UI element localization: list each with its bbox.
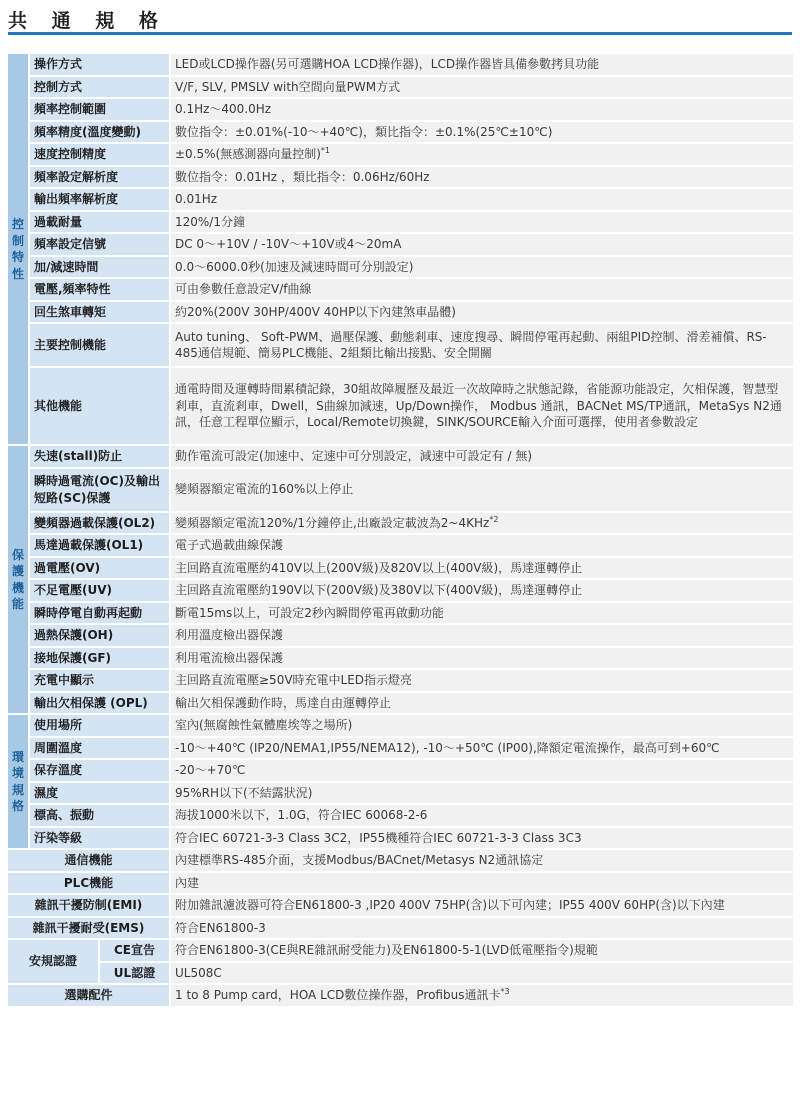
protection-spec-value [171, 693, 793, 714]
options-value [171, 985, 793, 1006]
control-spec-row [8, 257, 793, 278]
protection-spec-value [171, 446, 793, 467]
control-spec-row [8, 144, 793, 165]
protection-spec-label-text: 輸出欠相保護 (OPL) [34, 695, 148, 710]
control-spec-category [8, 54, 30, 444]
environment-spec-category-char: 規 [11, 782, 24, 797]
control-spec-value [171, 257, 793, 278]
control-spec-label [30, 144, 171, 165]
general-spec-label-text: PLC機能 [63, 875, 114, 890]
environment-spec-value-text: 海拔1000米以下，1.0G，符合IEC 60068-2-6 [175, 808, 428, 822]
control-spec-label-text: 速度控制精度 [34, 147, 107, 161]
control-spec-value-text: 約20%(200V 30HP/400V 40HP以下內建煞車晶體) [175, 304, 456, 319]
environment-spec-value [171, 715, 793, 736]
control-spec-label [30, 122, 171, 143]
control-spec-value-text: Auto tuning、 Soft-PWM、過壓保護、動態剎車、速度搜尋、瞬間停電再起動、兩組PID控制、滑差補償、RS-485通信規範、簡易PLC機能、2組類比輸出接點、安全開關 [175, 329, 767, 360]
control-spec-label-text: 頻率精度(溫度變動) [34, 124, 141, 139]
environment-spec-value-text: -10～+40℃ (IP20/NEMA1,IP55/NEMA12), -10～+50℃ (IP00),降額定電流操作，最高可到+60℃ [175, 740, 720, 755]
general-spec-value-text: 內建 [175, 875, 200, 890]
protection-spec-value [171, 625, 793, 646]
protection-spec-label-text: 過電壓(OV) [34, 560, 101, 575]
control-spec-label-text: 頻率控制範圍 [34, 102, 107, 116]
control-spec-label-text: 電壓,頻率特性 [34, 282, 111, 296]
safety-item-value [171, 940, 793, 961]
environment-spec-label-text: 濕度 [34, 785, 59, 800]
general-spec-row [8, 895, 793, 916]
control-spec-row [8, 99, 793, 120]
control-spec-row [8, 279, 793, 300]
options-row [8, 985, 793, 1006]
control-spec-row [8, 302, 793, 323]
environment-spec-value-text: 室內(無腐蝕性氣體塵埃等之場所) [175, 718, 353, 732]
control-spec-label-text: 控制方式 [34, 79, 83, 94]
control-spec-label [30, 368, 171, 444]
control-spec-label-text: 頻率設定解析度 [34, 169, 119, 184]
title-underline [8, 32, 792, 35]
general-spec-value [171, 850, 793, 871]
environment-spec-value [171, 738, 793, 759]
control-spec-value [171, 212, 793, 233]
safety-row [8, 963, 793, 984]
control-spec-value [171, 99, 793, 120]
safety-item-value-text: UL508C [175, 965, 222, 980]
general-spec-value-text: 附加雜訊濾波器可符合EN61800-3 ,IP20 400V 75HP(含)以下可內建；IP55 400V 60HP(含)以下內建 [175, 898, 725, 912]
control-spec-value-text: 0.0～6000.0秒(加速及減速時間可分別設定) [175, 259, 414, 274]
protection-spec-row [8, 446, 793, 467]
control-spec-row [8, 54, 793, 75]
control-spec-label [30, 234, 171, 255]
protection-spec-value [171, 670, 793, 691]
control-spec-value [171, 302, 793, 323]
protection-spec-label-text: 瞬時過電流(OC)及輸出短路(SC)保護 [34, 474, 160, 505]
control-spec-value [171, 54, 793, 75]
options-label [8, 985, 171, 1006]
general-spec-value-text: 內建標準RS-485介面，支援Modbus/BACnet/Metasys N2通訊協定 [175, 853, 544, 867]
safety-item-label-text: UL認證 [113, 965, 156, 980]
environment-spec-label [30, 715, 171, 736]
control-spec-value [171, 279, 793, 300]
control-spec-row [8, 77, 793, 98]
protection-spec-category-char: 機 [11, 580, 24, 595]
control-spec-label-text: 回生煞車轉矩 [34, 304, 107, 319]
protection-spec-label-text: 瞬時停電自動再起動 [34, 605, 143, 620]
environment-spec-category-char: 格 [11, 799, 24, 813]
general-spec-value [171, 873, 793, 894]
control-spec-value [171, 368, 793, 444]
protection-spec-label [30, 625, 171, 646]
environment-spec-label [30, 760, 171, 781]
control-spec-row [8, 212, 793, 233]
control-spec-value [171, 189, 793, 210]
protection-spec-label [30, 513, 171, 534]
general-spec-row [8, 918, 793, 939]
control-spec-row [8, 368, 793, 444]
protection-spec-value [171, 580, 793, 601]
protection-spec-label [30, 558, 171, 579]
general-spec-label-text: 通信機能 [64, 853, 113, 867]
options-label-text: 選購配件 [64, 988, 113, 1002]
control-spec-label-text: 過載耐量 [34, 214, 83, 229]
protection-spec-value-text: 電子式過載曲線保護 [175, 538, 284, 552]
general-spec-value [171, 918, 793, 939]
control-spec-value [171, 77, 793, 98]
control-spec-label-text: 輸出頻率解析度 [34, 192, 119, 206]
options-value-footnote: *3 [500, 987, 510, 996]
environment-spec-label-text: 保存溫度 [34, 763, 83, 777]
control-spec-label-text: 主要控制機能 [34, 337, 107, 352]
control-spec-value-text: 數位指令：0.01Hz ，類比指令：0.06Hz/60Hz [175, 169, 430, 184]
control-spec-label [30, 189, 171, 210]
control-spec-value-text: 0.01Hz [175, 192, 218, 206]
control-spec-value-text: V/F, SLV, PMSLV with空間向量PWM方式 [175, 79, 401, 94]
general-spec-value-text: 符合EN61800-3 [175, 920, 266, 935]
protection-spec-value-text: 動作電流可設定(加速中、定速中可分別設定，減速中可設定有 / 無) [175, 449, 533, 463]
safety-row [8, 940, 793, 961]
protection-spec-category [8, 446, 30, 713]
general-spec-label-text: 雜訊干擾耐受(EMS) [32, 920, 145, 935]
safety-item-label-text: CE宣告 [113, 943, 155, 957]
safety-certification-label [8, 940, 100, 983]
general-spec-label-text: 雜訊干擾防制(EMI) [34, 898, 143, 912]
environment-spec-value [171, 783, 793, 804]
control-spec-category-char: 特 [11, 250, 24, 264]
protection-spec-value [171, 603, 793, 624]
protection-spec-value-text: 主回路直流電壓≥50V時充電中LED指示燈亮 [175, 673, 413, 687]
protection-spec-label [30, 580, 171, 601]
control-spec-row [8, 234, 793, 255]
protection-spec-value-text: 主回路直流電壓約190V以下(200V級)及380V以下(400V級)，馬達運轉停止 [175, 583, 583, 597]
control-spec-category-char: 性 [11, 266, 24, 281]
protection-spec-row [8, 625, 793, 646]
protection-spec-category-char: 能 [11, 597, 24, 611]
protection-spec-label [30, 446, 171, 467]
control-spec-value-text: LED或LCD操作器(另可選購HOA LCD操作器)，LCD操作器皆具備參數拷貝功能 [175, 57, 600, 71]
environment-spec-label-text: 使用場所 [34, 718, 83, 732]
protection-spec-row [8, 603, 793, 624]
control-spec-value [171, 144, 793, 165]
safety-certification-label-text: 安規認證 [28, 954, 77, 969]
environment-spec-value-text: 95%RH以下(不結露狀況) [175, 785, 313, 800]
protection-spec-category-char: 保 [11, 547, 24, 562]
protection-spec-value [171, 648, 793, 669]
general-spec-value [171, 895, 793, 916]
control-spec-value-text: 數位指令：±0.01%(-10～+40℃)，類比指令：±0.1%(25℃±10℃) [175, 124, 553, 139]
protection-spec-value-text: 斷電15ms以上，可設定2秒內瞬間停電再啟動功能 [175, 605, 444, 620]
protection-spec-label-text: 馬達過載保護(OL1) [34, 538, 144, 552]
control-spec-value [171, 167, 793, 188]
environment-spec-label [30, 783, 171, 804]
page-header [0, 0, 800, 36]
control-spec-value-text: 0.1Hz～400.0Hz [175, 102, 272, 116]
environment-spec-row [8, 783, 793, 804]
control-spec-category-char: 控 [11, 217, 24, 231]
control-spec-label [30, 279, 171, 300]
environment-spec-value-text: 符合IEC 60721-3-3 Class 3C2，IP55機種符合IEC 60721-3-3 Class 3C3 [175, 830, 582, 845]
control-spec-value-text: 120%/1分鐘 [175, 214, 245, 229]
control-spec-label [30, 54, 171, 75]
protection-spec-label-text: 接地保護(GF) [34, 650, 112, 665]
protection-spec-value [171, 469, 793, 511]
environment-spec-label [30, 738, 171, 759]
environment-spec-row [8, 805, 793, 826]
environment-spec-label [30, 828, 171, 849]
control-spec-label [30, 324, 171, 366]
control-spec-label [30, 99, 171, 120]
protection-spec-value [171, 535, 793, 556]
general-spec-label [8, 873, 171, 894]
environment-spec-label-text: 標高、振動 [34, 808, 95, 822]
control-spec-row [8, 122, 793, 143]
page-title: 共 通 規 格 [8, 10, 167, 32]
environment-spec-category [8, 715, 30, 848]
control-spec-category-char: 制 [11, 233, 24, 248]
control-spec-label-text: 其他機能 [34, 398, 83, 413]
control-spec-value-text: 可由參數任意設定V/f曲線 [175, 282, 312, 296]
protection-spec-label [30, 535, 171, 556]
protection-spec-label-text: 變頻器過載保護(OL2) [34, 515, 156, 530]
protection-spec-row [8, 535, 793, 556]
protection-spec-label [30, 469, 171, 511]
general-spec-label [8, 918, 171, 939]
safety-item-label [100, 963, 171, 984]
environment-spec-value [171, 760, 793, 781]
control-spec-label-text: 加/減速時間 [34, 259, 99, 274]
protection-spec-label [30, 693, 171, 714]
protection-spec-label [30, 648, 171, 669]
control-spec-value [171, 234, 793, 255]
environment-spec-value [171, 828, 793, 849]
protection-spec-value-text: 輸出欠相保護動作時，馬達自由運轉停止 [175, 695, 392, 710]
control-spec-label [30, 77, 171, 98]
control-spec-label [30, 167, 171, 188]
general-spec-label [8, 895, 171, 916]
environment-spec-row [8, 760, 793, 781]
protection-spec-value-text: 變頻器額定電流的160%以上停止 [175, 482, 354, 497]
protection-spec-row [8, 648, 793, 669]
environment-spec-label [30, 805, 171, 826]
control-spec-value-text: DC 0～+10V / -10V～+10V或4～20mA [175, 237, 402, 251]
control-spec-row [8, 324, 793, 366]
protection-spec-label [30, 603, 171, 624]
protection-spec-row [8, 670, 793, 691]
safety-item-value-text: 符合EN61800-3(CE與RE雜訊耐受能力)及EN61800-5-1(LVD低電壓指令)規範 [175, 943, 598, 957]
control-spec-value [171, 122, 793, 143]
protection-spec-value [171, 558, 793, 579]
environment-spec-value-text: -20～+70℃ [175, 763, 246, 777]
protection-spec-row [8, 469, 793, 511]
general-spec-label [8, 850, 171, 871]
control-spec-row [8, 167, 793, 188]
protection-spec-label-text: 過熱保護(OH) [34, 628, 114, 642]
safety-item-label [100, 940, 171, 961]
protection-spec-label-text: 不足電壓(UV) [34, 583, 113, 597]
control-spec-label [30, 212, 171, 233]
control-spec-row [8, 189, 793, 210]
protection-spec-label-text: 充電中顯示 [34, 673, 95, 687]
environment-spec-label-text: 汙染等級 [34, 830, 83, 845]
general-spec-row [8, 873, 793, 894]
protection-spec-row [8, 580, 793, 601]
control-spec-value-text: ±0.5%(無感測器向量控制) [175, 147, 321, 161]
protection-spec-row [8, 513, 793, 534]
environment-spec-row [8, 738, 793, 759]
protection-spec-value-footnote: *2 [489, 514, 499, 524]
general-spec-row [8, 850, 793, 871]
environment-spec-value [171, 805, 793, 826]
environment-spec-label-text: 周圍溫度 [34, 740, 83, 755]
control-spec-value-footnote: *1 [320, 146, 330, 155]
protection-spec-row [8, 693, 793, 714]
environment-spec-row [8, 828, 793, 849]
protection-spec-label-text: 失速(stall)防止 [34, 449, 123, 463]
control-spec-label-text: 操作方式 [34, 57, 83, 71]
environment-spec-row [8, 715, 793, 736]
protection-spec-value-text: 主回路直流電壓約410V以上(200V級)及820V以上(400V級)，馬達運轉停止 [175, 560, 583, 575]
protection-spec-value [171, 513, 793, 534]
protection-spec-value-text: 利用溫度檢出器保護 [175, 628, 284, 642]
spec-table [8, 52, 793, 1008]
control-spec-value-text: 通電時間及運轉時間累積記錄，30組故障履歷及最近一次故障時之狀態記錄，省能源功能設定，欠相保護，智慧型剎車，直流剎車，Dwell，S曲線加減速，Up/Down操作， Modbus 通訊，BACNet MS/TP通訊，MetaSys N2通訊，任意工程單位顯示，Local/Remote切換鍵，SINK/SOURCE輸入介面可選擇，使用者參數設定 [175, 382, 782, 430]
protection-spec-label [30, 670, 171, 691]
environment-spec-category-char: 境 [11, 766, 24, 780]
spec-table-body [8, 54, 793, 1006]
protection-spec-value-text: 利用電流檢出器保護 [175, 650, 284, 665]
environment-spec-category-char: 環 [11, 749, 24, 764]
protection-spec-value-text: 變頻器額定電流120%/1分鐘停止,出廠設定載波為2~4KHz [175, 515, 490, 530]
control-spec-label [30, 302, 171, 323]
control-spec-label [30, 257, 171, 278]
protection-spec-category-char: 護 [11, 564, 24, 578]
control-spec-label-text: 頻率設定信號 [34, 237, 107, 251]
options-value-text: 1 to 8 Pump card，HOA LCD數位操作器，Profibus通訊卡 [175, 988, 501, 1002]
control-spec-value [171, 324, 793, 366]
protection-spec-row [8, 558, 793, 579]
safety-item-value [171, 963, 793, 984]
